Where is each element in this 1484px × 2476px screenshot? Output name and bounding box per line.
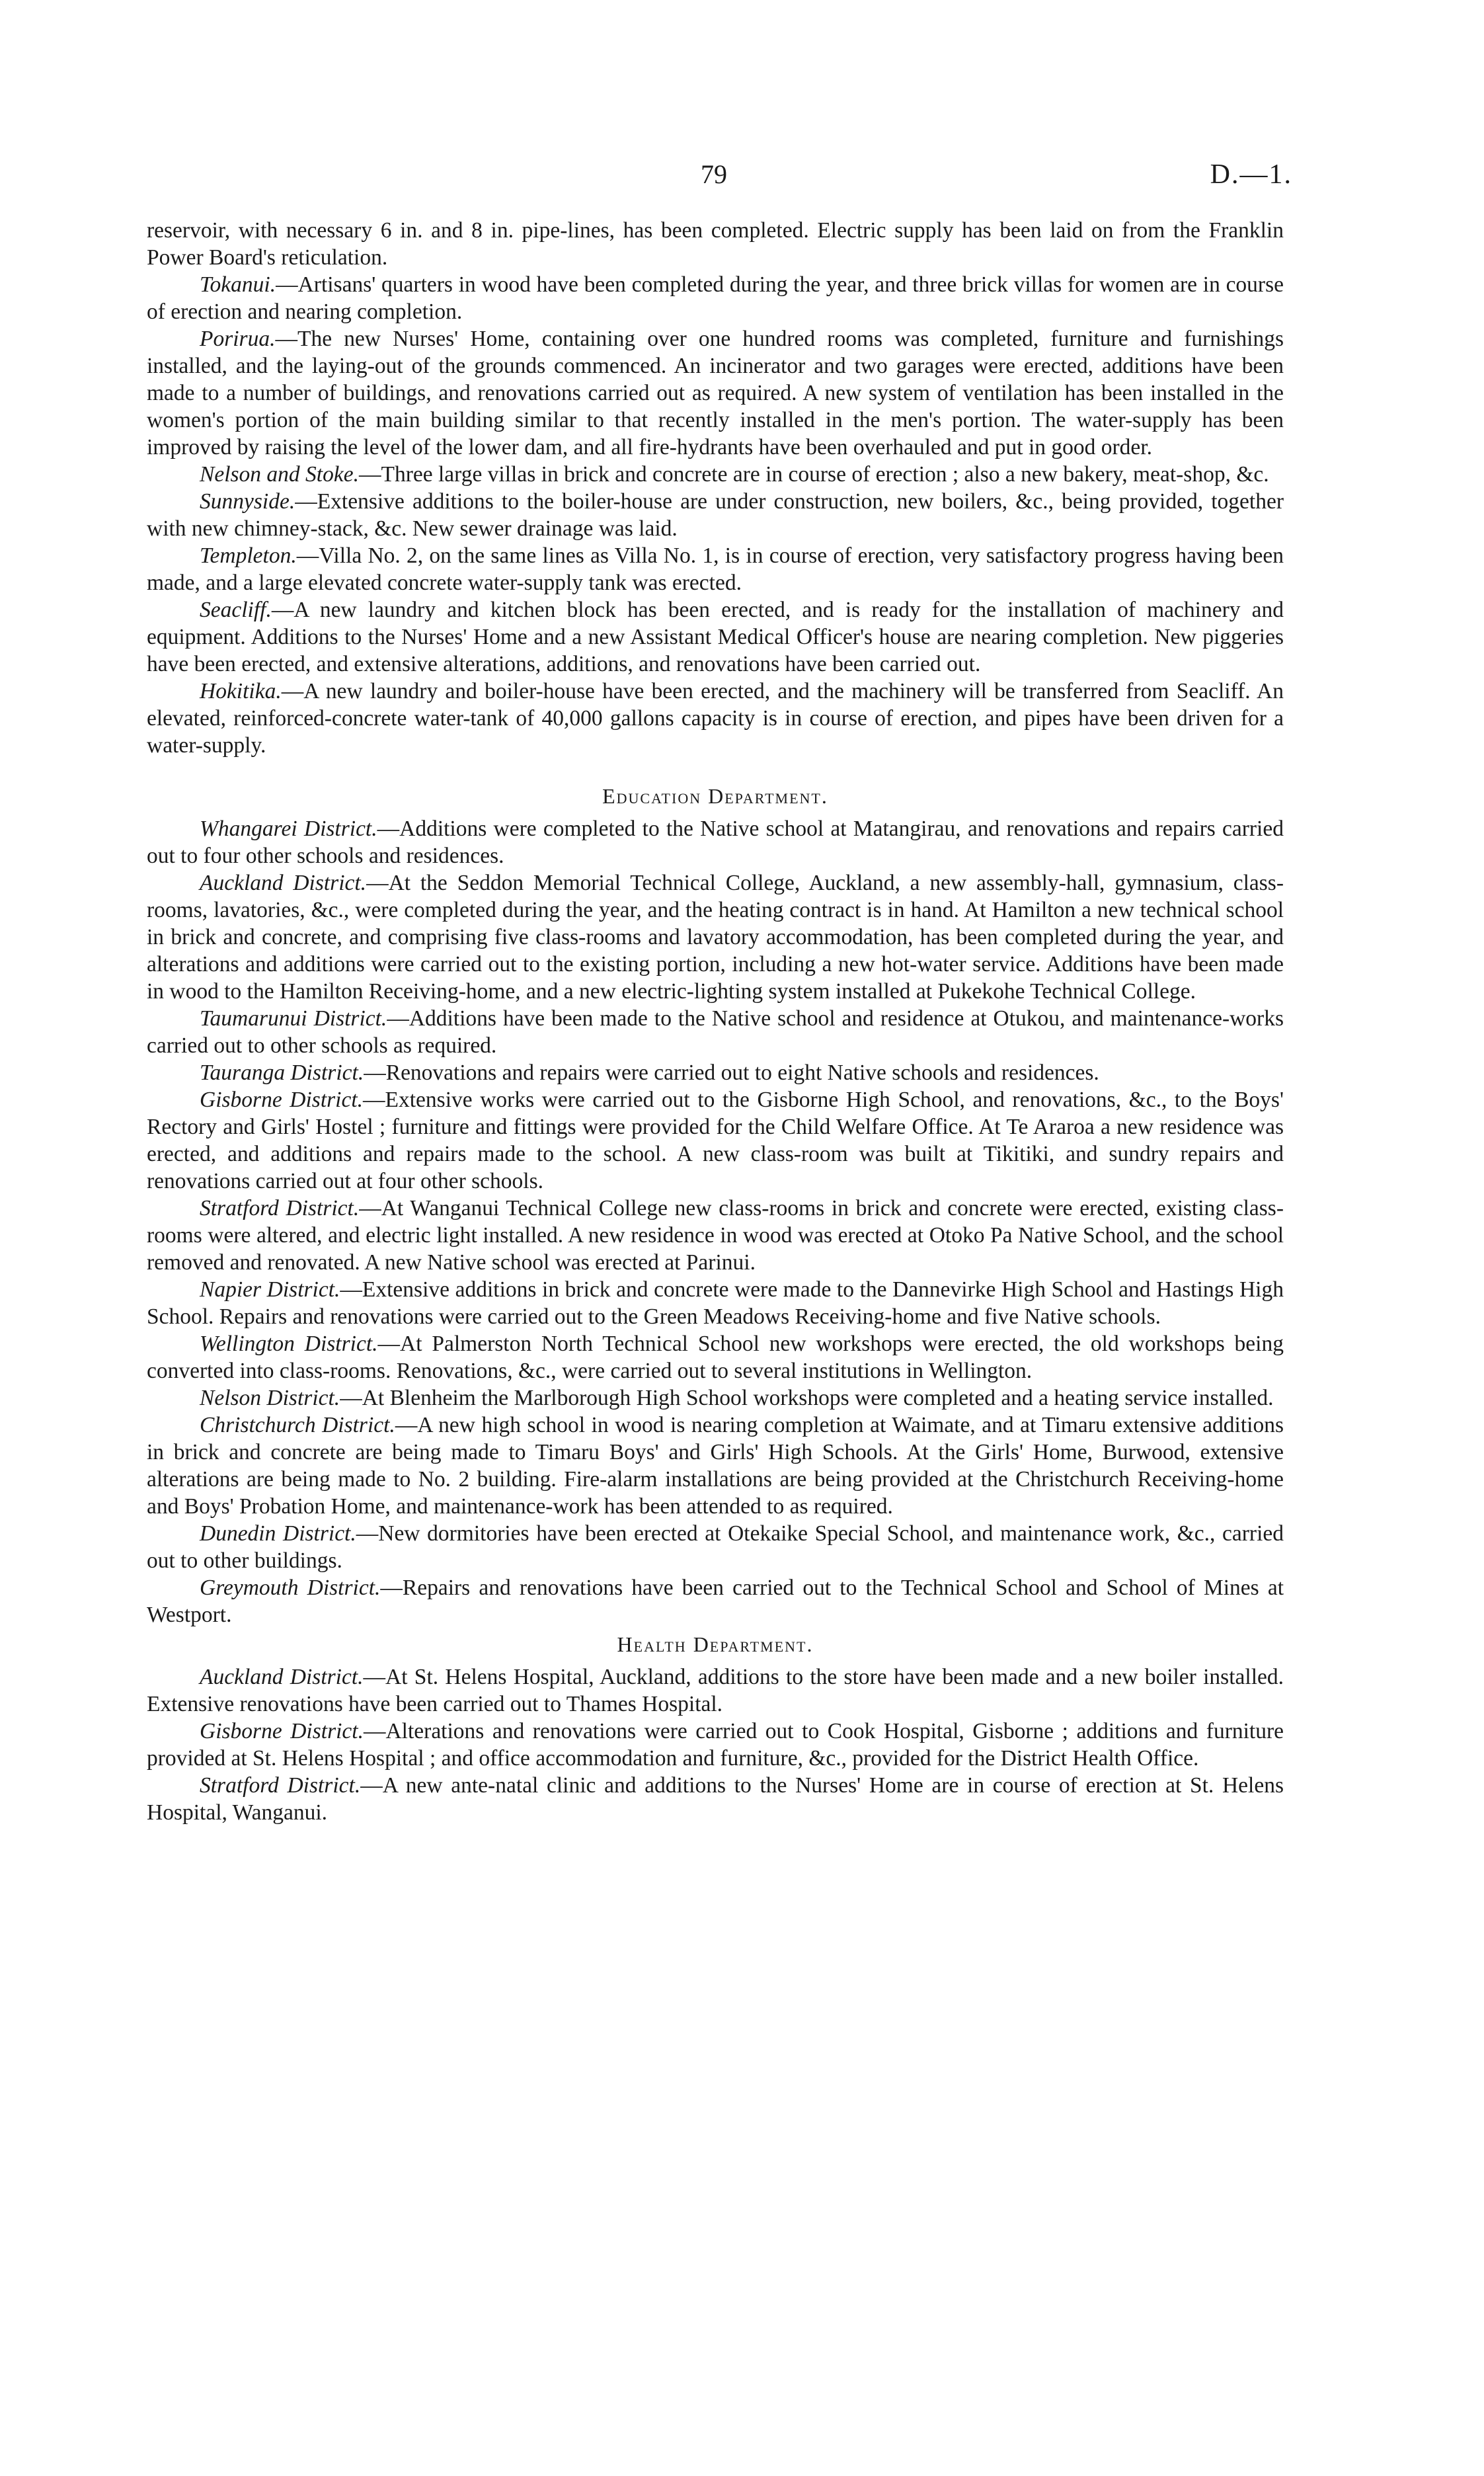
page-content [147,217,1284,1826]
institutions-section [147,271,1284,759]
paragraph-christchurch [147,1412,1284,1520]
paragraph-text: —Repairs and renovations have been carried out to the Technical School and School of Mines at Westport. [147,1576,1284,1627]
paragraph-text: —A new laundry and kitchen block has been erected, and is ready for the installation of machinery and equipment. Additions to the Nurses' Home and a new Assistant Medical Officer's house are nearing completion. New piggeries have been erected, and extensive alterations, additions, and renovations have been carried out. [147,598,1284,676]
education-section [147,815,1284,1628]
paragraph-text: —A new laundry and boiler-house have been erected, and the machinery will be transferred from Seacliff. An elevated, reinforced-concrete water-tank of 40,000 gallons capacity is in course of erection, and pipes have been driven for a water-supply. [147,679,1284,758]
paragraph-text: —Alterations and renovations were carried out to Cook Hospital, Gisborne ; additions and furniture provided at St. Helens Hospital ; and office accommodation and furniture, &c., provided for the District Health Office. [147,1719,1284,1771]
paragraph-stratford [147,1195,1284,1276]
paragraph-text: —Extensive works were carried out to the Gisborne High School, and renovations, &c., to the Boys' Rectory and Girls' Hostel ; furniture and fittings were provided for the Child Welfare Office. At Te Araroa a new residence was erected, and additions and repairs made to the school. A new class-room was built at Tikitiki, and sundry repairs and renovations carried out at four other schools. [147,1088,1284,1193]
paragraph-text: —Additions have been made to the Native school and residence at Otukou, and maintenance-works carried out to other schools as required. [147,1006,1284,1058]
paragraph-text: —At St. Helens Hospital, Auckland, additions to the store have been made and a new boiler installed. Extensive renovations have been carried out to Thames Hospital. [147,1665,1284,1716]
paragraph-wellington [147,1330,1284,1384]
paragraph-nelson [147,1384,1284,1412]
paragraph-health-gisborne [147,1718,1284,1772]
paragraph-napier [147,1276,1284,1330]
paragraph-nelson-stoke [147,461,1284,488]
paragraph-text: —A new ante-natal clinic and additions to the Nurses' Home are in course of erection at St. Helens Hospital, Wanganui. [147,1773,1284,1825]
paragraph-taumarunui [147,1005,1284,1059]
paragraph-lead: Nelson District. [200,1386,340,1410]
continuation-paragraph: reservoir, with necessary 6 in. and 8 in. pipe-lines, has been completed. Electric supply has been laid on from the Franklin Power Board's reticulation. [147,218,1284,270]
paragraph-lead: Porirua. [200,327,276,351]
paragraph-lead: Taumarunui District. [200,1006,387,1031]
paragraph-greymouth [147,1574,1284,1628]
paragraph-text: —Renovations and repairs were carried out to eight Native schools and residences. [364,1060,1099,1085]
health-section [147,1663,1284,1826]
paragraph-lead: Greymouth District. [200,1576,381,1600]
paragraph-text: —A new high school in wood is nearing completion at Waimate, and at Timaru extensive additions in brick and concrete are being made to Timaru Boys' and Girls' High Schools. At the Girls' Home, Burwood, extensive alterations are being made to No. 2 building. Fire-alarm installations are being provided at the Christchurch Receiving-home and Boys' Probation Home, and maintenance-work has been attended to as required. [147,1413,1284,1519]
paragraph-lead: Wellington District. [200,1332,378,1356]
paragraph-whangarei [147,815,1284,869]
paragraph-tauranga [147,1059,1284,1086]
paragraph-text: —The new Nurses' Home, containing over one hundred rooms was completed, furniture and furnishings installed, and the laying-out of the grounds commenced. An incinerator and two garages were erected, additions have been made to a number of buildings, and renovations carried out as required. A new system of ventilation has been installed in the women's portion of the main building similar to that recently installed in the men's portion. The water-supply has been improved by raising the level of the lower dam, and all fire-hydrants have been overhauled and put in good order. [147,327,1284,459]
paragraph-text: —At Blenheim the Marlborough High School workshops were completed and a heating service installed. [340,1386,1274,1410]
paragraph-lead: Gisborne District. [200,1088,364,1112]
paragraph-lead: Auckland District. [200,1665,364,1689]
paragraph-text: —Extensive additions to the boiler-house are under construction, new boilers, &c., being provided, together with new chimney-stack, &c. New sewer drainage was laid. [147,489,1284,541]
paragraph-hokitika [147,678,1284,759]
paragraph-lead: Napier District. [200,1277,340,1302]
paragraph-lead: Christchurch District. [200,1413,395,1437]
paragraph-lead: Templeton. [200,543,297,568]
paragraph-text: —Artisans' quarters in wood have been completed during the year, and three brick villas for women are in course of erection and nearing completion. [147,272,1284,324]
paragraph-text: —New dormitories have been erected at Otekaike Special School, and maintenance work, &c., carried out to other buildings. [147,1521,1284,1573]
paragraph-porirua [147,325,1284,461]
page-header [0,159,1484,198]
paragraph-dunedin [147,1520,1284,1574]
paragraph-text: —At Wanganui Technical College new class-rooms in brick and concrete were erected, existing class-rooms were altered, and electric light installed. A new residence in wood was erected at Otoko Pa Native School, and the school removed and renovated. A new Native school was erected at Parinui. [147,1196,1284,1275]
paragraph-health-stratford [147,1772,1284,1826]
paragraph-text: —Villa No. 2, on the same lines as Villa No. 1, is in course of erection, very satisfactory progress having been made, and a large elevated concrete water-supply tank was erected. [147,543,1284,595]
paragraph-lead: Tauranga District. [200,1060,364,1085]
paragraph-auckland [147,869,1284,1005]
paragraph-lead: Whangarei District. [200,817,377,841]
paragraph-text: —At the Seddon Memorial Technical College, Auckland, a new assembly-hall, gymnasium, class-rooms, lavatories, &c., were completed during the year, and the heating contract is in hand. At Hamilton a new technical school in brick and concrete, and comprising five class-rooms and lavatory accommodation, has been completed during the year, and alterations and additions were carried out to the existing portion, including a new hot-water service. Additions have been made in wood to the Hamilton Receiving-home, and a new electric-lighting system installed at Pukekohe Technical College. [147,871,1284,1004]
paragraph-text: —At Palmerston North Technical School new workshops were erected, the old workshops being converted into class-rooms. Renovations, &c., were carried out to several institutions in Wellington. [147,1332,1284,1383]
paragraph-gisborne [147,1086,1284,1195]
paragraph-lead: Auckland District. [200,871,367,895]
health-heading: Health Department. [617,1632,814,1656]
paragraph-lead: Seacliff. [200,598,272,622]
paragraph-lead: Hokitika. [200,679,282,703]
paragraph-templeton [147,542,1284,596]
paragraph-text: —Additions were completed to the Native school at Matangirau, and renovations and repairs carried out to four other schools and residences. [147,817,1284,868]
paragraph-lead: Dunedin District. [200,1521,356,1546]
paragraph-lead: Stratford District. [200,1196,360,1220]
document-reference: D.—1. [1210,159,1292,190]
paragraph-sunnyside [147,488,1284,542]
paragraph-text: —Extensive additions in brick and concrete were made to the Dannevirke High School and Hastings High School. Repairs and renovations were carried out to the Green Meadows Receiving-home and five Native schools. [147,1277,1284,1329]
paragraph-lead: Tokanui. [200,272,276,297]
page-number: 79 [701,159,727,189]
paragraph-seacliff [147,596,1284,678]
paragraph-lead: Nelson and Stoke. [200,462,359,487]
paragraph-text: —Three large villas in brick and concrete are in course of erection ; also a new bakery, meat-shop, &c. [358,462,1269,487]
paragraph-tokanui [147,271,1284,325]
paragraph-lead: Sunnyside. [200,489,295,514]
education-heading: Education Department. [602,784,828,808]
paragraph-lead: Stratford District. [200,1773,361,1798]
paragraph-lead: Gisborne District. [200,1719,364,1743]
paragraph-health-auckland [147,1663,1284,1718]
